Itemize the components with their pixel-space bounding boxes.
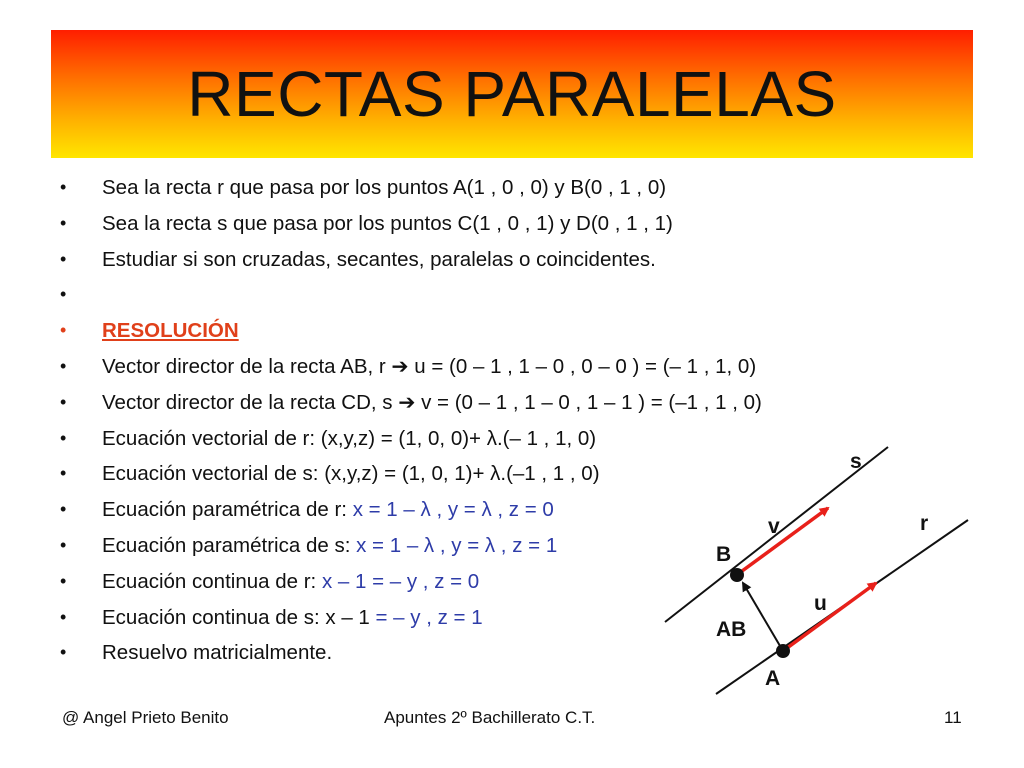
label-a: A <box>765 667 781 690</box>
bullet-text: Ecuación paramétrica de s: <box>102 533 357 557</box>
equation-text: x = 1 – λ , y = λ , z = 0 <box>352 498 554 522</box>
bullet-dot: • <box>60 642 67 663</box>
bullet-text: Sea la recta s que pasa por los puntos C(1 , 0 , 1) y D(0 , 1 , 1) <box>102 211 673 235</box>
bullet-dot: • <box>60 284 67 305</box>
equation-text: x – 1 = – y , z = 0 <box>321 569 480 593</box>
bullet-text: Ecuación vectorial de s: (x,y,z) = (1, 0, 1)+ λ.(–1 , 1 , 0) <box>102 462 600 486</box>
bullet-text: Estudiar si son cruzadas, secantes, paralelas o coincidentes. <box>102 247 656 271</box>
resolucion-heading: RESOLUCIÓN <box>102 319 239 343</box>
label-v: v <box>768 515 780 538</box>
point-b <box>730 568 744 582</box>
equation-text: = – y , z = 1 <box>375 605 483 629</box>
bullet-dot: • <box>60 212 67 233</box>
vector-v <box>738 508 828 574</box>
bullet-text: Ecuación vectorial de r: (x,y,z) = (1, 0, 0)+ λ.(– 1 , 1, 0) <box>102 426 597 450</box>
bullet-dot: • <box>60 320 67 341</box>
point-a <box>776 644 790 658</box>
label-u: u <box>814 592 827 615</box>
footer-course: Apuntes 2º Bachillerato C.T. <box>384 708 596 727</box>
bullet-dot: • <box>60 248 67 269</box>
bullet-text: Ecuación continua de r: <box>102 569 322 593</box>
bullet-dot: • <box>60 570 67 591</box>
bullet-dot: • <box>60 427 67 448</box>
bullet-dot: • <box>60 534 67 555</box>
bullet-dot: • <box>60 606 67 627</box>
equation-text: x = 1 – λ , y = λ , z = 1 <box>356 533 558 557</box>
bullet-dot: • <box>60 355 67 376</box>
bullet-text: Sea la recta r que pasa por los puntos A(1 , 0 , 0) y B(0 , 1 , 0) <box>102 176 667 199</box>
bullet-dot: • <box>60 177 67 197</box>
label-r: r <box>920 512 929 535</box>
vector-ab <box>743 583 783 651</box>
bullet-text: Vector director de la recta CD, s ➔ v = (0 – 1 , 1 – 0 , 1 – 1 ) = (–1 , 1 , 0) <box>102 390 762 414</box>
bullet-text: Resuelvo matricialmente. <box>102 641 333 665</box>
footer-author: @ Angel Prieto Benito <box>62 708 229 727</box>
vector-u <box>783 583 876 651</box>
label-b: B <box>716 543 732 566</box>
bullet-dot: • <box>60 499 67 520</box>
footer-page-number: 11 <box>944 708 962 727</box>
bullet-dot: • <box>60 463 67 484</box>
label-s: s <box>850 450 862 473</box>
bullet-dot: • <box>60 391 67 412</box>
bullet-text: Ecuación continua de s: x – 1 <box>102 605 376 629</box>
bullet-text: Vector director de la recta AB, r ➔ u = (0 – 1 , 1 – 0 , 0 – 0 ) = (– 1 , 1, 0) <box>102 354 757 378</box>
label-ab: AB <box>716 618 747 641</box>
slide-title: RECTAS PARALELAS <box>187 58 837 130</box>
bullet-text: Ecuación paramétrica de r: <box>102 498 353 522</box>
